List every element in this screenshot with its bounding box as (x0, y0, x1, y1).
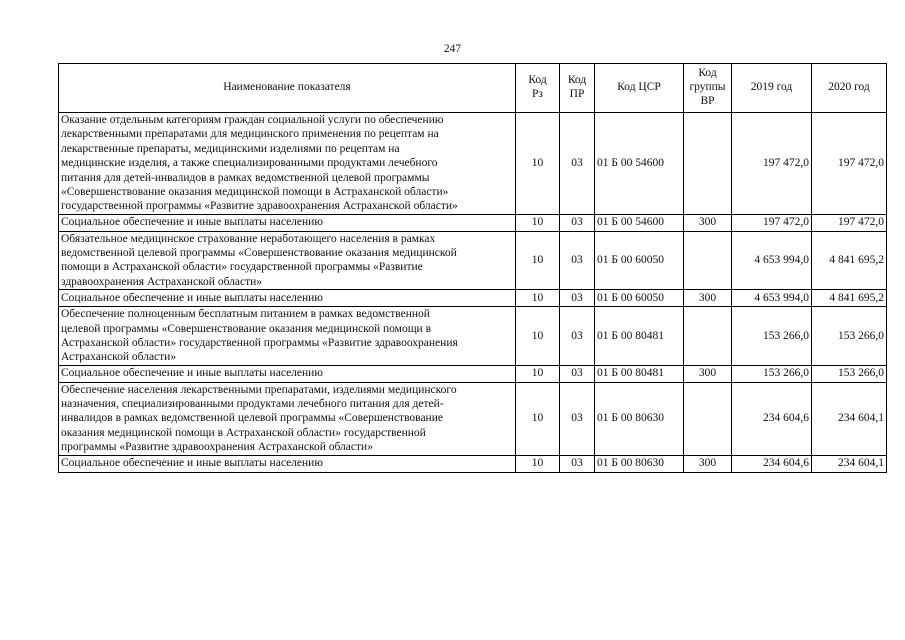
row-vr (684, 307, 732, 366)
row-vr: 300 (684, 455, 732, 472)
header-rz-line1: Код (528, 74, 547, 87)
row-name-line: Социальное обеспечение и иные выплаты населению (61, 291, 323, 304)
row-name-line: назначения, специализированными продуктами лечебного питания для детей- (61, 398, 444, 410)
row-2019: 197 472,0 (732, 113, 812, 215)
row-name-line: Социальное обеспечение и иные выплаты населению (61, 216, 323, 229)
row-rz: 10 (516, 307, 560, 366)
row-pr: 03 (560, 307, 595, 366)
header-2019: 2019 год (732, 64, 812, 113)
row-name-line: оказания медицинской помощи в Астраханской области» государственной (61, 426, 426, 439)
row-name-line: целевой программы «Совершенствование оказания медицинской помощи в (61, 322, 432, 335)
row-vr: 300 (684, 290, 732, 307)
row-name-line: Астраханской области» (61, 351, 177, 364)
row-rz: 10 (516, 382, 560, 455)
table-body (59, 113, 887, 473)
row-name-line: Социальное обеспечение и иные выплаты населению (61, 457, 323, 470)
header-vr (684, 64, 732, 113)
row-name-line: ведомственной целевой программы «Совершенствование оказания медицинской (61, 247, 457, 259)
row-vr: 300 (684, 365, 732, 382)
row-name-line: медицинские изделия, а также специализированными продуктами лечебного (61, 157, 438, 170)
row-name (59, 455, 516, 472)
row-2019: 4 653 994,0 (732, 231, 812, 290)
header-csr: Код ЦСР (595, 64, 684, 113)
row-name-line: помощи в Астраханской области» государственной программы «Развитие (61, 261, 423, 274)
row-2020: 234 604,1 (812, 382, 887, 455)
row-csr: 01 Б 00 60050 (595, 231, 684, 290)
row-name (59, 231, 516, 290)
row-vr (684, 231, 732, 290)
row-2020: 197 472,0 (812, 113, 887, 215)
row-name-line: здравоохранения Астраханской области» (61, 275, 263, 288)
row-csr: 01 Б 00 80481 (595, 307, 684, 366)
row-rz: 10 (516, 231, 560, 290)
header-pr (560, 64, 595, 113)
row-csr: 01 Б 00 54600 (595, 214, 684, 231)
row-pr: 03 (560, 113, 595, 215)
table-row (59, 231, 887, 290)
row-pr: 03 (560, 231, 595, 290)
row-name-line: лекарственные препараты, медицинскими изделиями по рецептам на (61, 142, 400, 155)
row-2019: 234 604,6 (732, 382, 812, 455)
page-number: 247 (443, 43, 462, 55)
header-name: Наименование показателя (59, 64, 516, 113)
row-csr: 01 Б 00 80630 (595, 455, 684, 472)
row-2020: 153 266,0 (812, 307, 887, 366)
row-vr (684, 382, 732, 455)
table-row (59, 290, 887, 307)
row-name (59, 382, 516, 455)
row-name-line: «Совершенствование оказания медицинской помощи в Астраханской области» (61, 185, 449, 198)
row-csr: 01 Б 00 60050 (595, 290, 684, 307)
row-pr: 03 (560, 290, 595, 307)
table-row (59, 365, 887, 382)
table-row (59, 307, 887, 366)
row-name-line: Обязательное медицинское страхование неработающего населения в рамках (61, 232, 436, 245)
row-name (59, 214, 516, 231)
row-rz: 10 (516, 290, 560, 307)
row-2019: 153 266,0 (732, 365, 812, 382)
header-pr-line1: Код (567, 74, 587, 87)
row-vr (684, 113, 732, 215)
row-rz: 10 (516, 455, 560, 472)
table-row (59, 455, 887, 472)
row-2020: 234 604,1 (812, 455, 887, 472)
table-row (59, 214, 887, 231)
table-header-row (59, 64, 887, 113)
row-name-line: лекарственными препаратами для медицинского применения по рецептам на (61, 128, 439, 141)
header-pr-line2: ПР (569, 88, 585, 100)
table-row (59, 382, 887, 455)
row-name-line: питания для детей-инвалидов в рамках ведомственной целевой программы (61, 171, 430, 184)
row-name-line: государственной программы «Развитие здравоохранения Астраханской области» (61, 200, 458, 213)
row-name-line: Социальное обеспечение и иные выплаты населению (61, 367, 323, 380)
row-2020: 4 841 695,2 (812, 290, 887, 307)
row-name-line: инвалидов в рамках ведомственной целевой программы «Совершенствование (61, 412, 443, 425)
header-rz (516, 64, 560, 113)
row-2019: 234 604,6 (732, 455, 812, 472)
row-name-line: Оказание отдельным категориям граждан социальной услуги по обеспечению (61, 114, 444, 126)
row-pr: 03 (560, 214, 595, 231)
row-pr: 03 (560, 382, 595, 455)
row-name (59, 290, 516, 307)
row-2020: 4 841 695,2 (812, 231, 887, 290)
header-2020: 2020 год (812, 64, 887, 113)
row-name-line: Астраханской области» государственной программы «Развитие здравоохранения (61, 336, 458, 349)
table-row (59, 113, 887, 215)
row-rz: 10 (516, 113, 560, 215)
header-vr-line3: ВР (700, 94, 715, 107)
row-name-line: Обеспечение полноценным бесплатным питанием в рамках ведомственной (61, 308, 430, 321)
row-2019: 197 472,0 (732, 214, 812, 231)
row-name-line: Обеспечение населения лекарственными препаратами, изделиями медицинского (61, 383, 457, 396)
row-rz: 10 (516, 365, 560, 382)
row-2020: 153 266,0 (812, 365, 887, 382)
row-vr: 300 (684, 214, 732, 231)
budget-table (58, 63, 887, 473)
row-rz: 10 (516, 214, 560, 231)
row-csr: 01 Б 00 80481 (595, 365, 684, 382)
row-2020: 197 472,0 (812, 214, 887, 231)
row-name-line: программы «Развитие здравоохранения Астраханской области» (61, 441, 373, 454)
row-pr: 03 (560, 365, 595, 382)
row-2019: 153 266,0 (732, 307, 812, 366)
row-csr: 01 Б 00 80630 (595, 382, 684, 455)
row-name (59, 365, 516, 382)
header-rz-line2: Рз (532, 88, 543, 100)
header-vr-line1: Код (698, 67, 717, 80)
row-name (59, 113, 516, 215)
row-csr: 01 Б 00 54600 (595, 113, 684, 215)
row-pr: 03 (560, 455, 595, 472)
header-vr-line2: группы (689, 81, 726, 94)
row-name (59, 307, 516, 366)
row-2019: 4 653 994,0 (732, 290, 812, 307)
